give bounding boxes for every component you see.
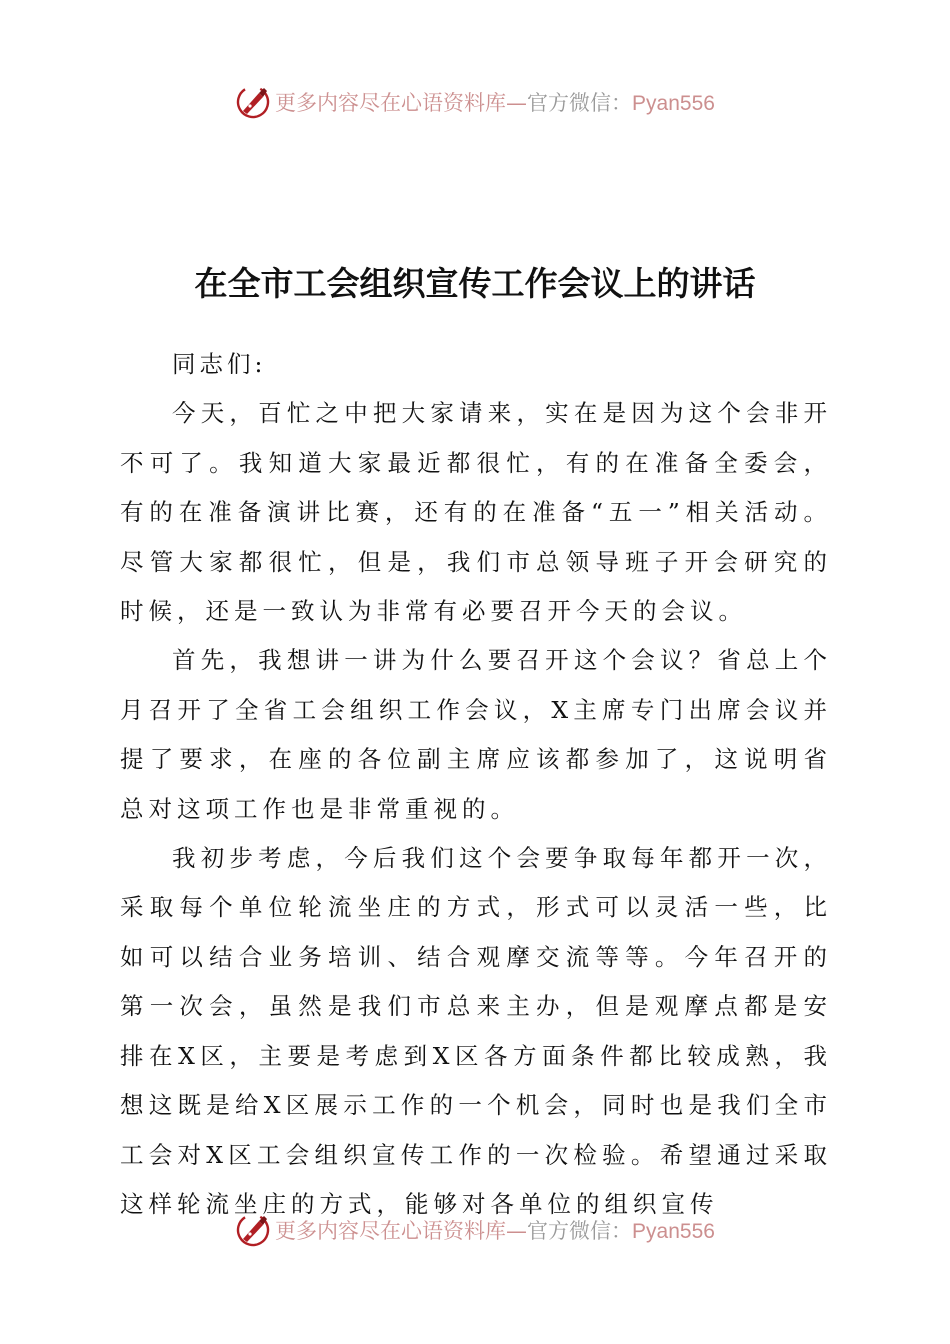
document-title: 在全市工会组织宣传工作会议上的讲话: [194, 264, 756, 303]
banner-wechat-id: Pyan556: [632, 92, 715, 115]
banner-text: [275, 1215, 715, 1245]
footer-banner: [0, 1208, 950, 1252]
banner-lead-text: 更多内容尽在心语资料库: [275, 91, 507, 115]
body-paragraph-3: 我初步考虑，今后我们这个会要争取每年都开一次，采取每个单位轮流坐庄的方式，形式可以灵活一些，比如可以结合业务培训、结合观摩交流等等。今年召开的第一次会，虽然是我们市总来主办，但是观摩点都是安排在X区，主要是考虑到X区各方面条件都比较成熟，我想这既是给X区展示工作的一个机会，同时也是我们全市工会对X区工会组织宣传工作的一次检验。希望通过采取这样轮流坐庄的方式，能够对各单位的组织宣传: [120, 844, 832, 1218]
banner-text: [275, 87, 715, 117]
header-banner: [0, 80, 950, 124]
banner-official-label: 官方微信：: [527, 1219, 633, 1243]
document-body: [120, 340, 832, 1229]
body-paragraph-2: 首先，我想讲一讲为什么要召开这个会议？省总上个月召开了全省工会组织工作会议，X主席专门出席会议并提了要求，在座的各位副主席应该都参加了，这说明省总对这项工作也是非常重视的。: [120, 646, 832, 823]
body-paragraph-1: 今天，百忙之中把大家请来，实在是因为这个会非开不可了。我知道大家最近都很忙，有的在准备全委会，有的在准备演讲比赛，还有的在准备“五一”相关活动。尽管大家都很忙，但是，我们市总领导班子开会研究的时候，还是一致认为非常有必要召开今天的会议。: [120, 399, 832, 626]
banner-official-label: 官方微信：: [527, 91, 633, 115]
banner-lead-text: 更多内容尽在心语资料库: [275, 1219, 507, 1243]
banner-dash: —: [506, 1219, 528, 1243]
banner-wechat-id: Pyan556: [632, 1220, 715, 1243]
pen-nib-circle-icon: [235, 1212, 271, 1248]
banner-dash: —: [506, 91, 528, 115]
greeting-paragraph: 同志们:: [172, 350, 267, 378]
pen-nib-circle-icon: [235, 84, 271, 120]
